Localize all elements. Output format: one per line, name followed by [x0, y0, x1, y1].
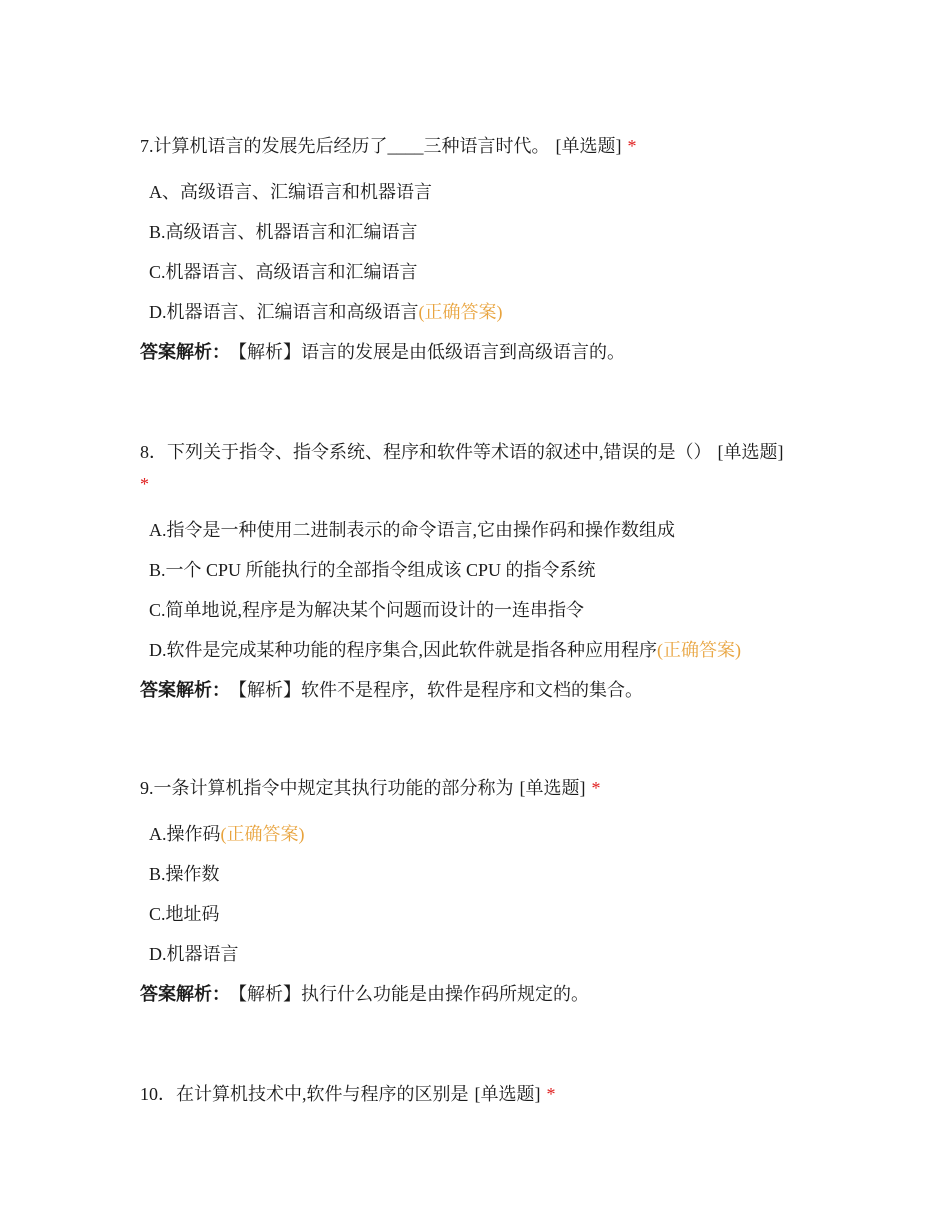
option-b: B.高级语言、机器语言和汇编语言 — [149, 222, 418, 242]
question-text: 8．下列关于指令、指令系统、程序和软件等术语的叙述中,错误的是（） — [140, 442, 712, 462]
correct-answer-mark: (正确答案) — [657, 640, 741, 660]
option-b: B.一个 CPU 所能执行的全部指令组成该 CPU 的指令系统 — [149, 560, 596, 580]
question-type: [单选题] — [519, 778, 586, 798]
question-title — [140, 436, 820, 500]
analysis-label: 答案解析： — [140, 342, 230, 362]
question-title — [140, 130, 820, 162]
question-8 — [140, 436, 820, 710]
option-a: A.操作码(正确答案) — [149, 824, 305, 844]
answer-analysis — [140, 670, 820, 710]
question-title — [140, 1078, 820, 1110]
question-type: [单选题] — [717, 442, 784, 462]
question-7 — [140, 130, 820, 372]
required-mark: * — [627, 136, 637, 156]
question-title — [140, 772, 820, 804]
question-type: [单选题] — [474, 1084, 541, 1104]
option-c: C.地址码 — [149, 904, 220, 924]
analysis-text: 【解析】软件不是程序，软件是程序和文档的集合。 — [238, 680, 643, 700]
question-10 — [140, 1078, 820, 1110]
option-a: A、高级语言、汇编语言和机器语言 — [149, 182, 432, 202]
option-d: D.软件是完成某种功能的程序集合,因此软件就是指各种应用程序(正确答案) — [149, 640, 741, 660]
correct-answer-mark: (正确答案) — [418, 302, 503, 322]
question-text: 9.一条计算机指令中规定其执行功能的部分称为 — [140, 778, 514, 798]
option-d: D.机器语言 — [149, 944, 239, 964]
required-mark: * — [591, 778, 601, 798]
answer-analysis — [140, 974, 820, 1014]
analysis-text: 【解析】语言的发展是由低级语言到高级语言的。 — [238, 342, 625, 362]
option-c: C.简单地说,程序是为解决某个问题而设计的一连串指令 — [149, 600, 585, 620]
question-type: [单选题] — [555, 136, 622, 156]
answer-analysis — [140, 332, 820, 372]
analysis-text: 【解析】执行什么功能是由操作码所规定的。 — [238, 984, 589, 1004]
option-a: A.指令是一种使用二进制表示的命令语言,它由操作码和操作数组成 — [149, 520, 675, 540]
option-b: B.操作数 — [149, 864, 220, 884]
analysis-label: 答案解析： — [140, 680, 230, 700]
question-9 — [140, 772, 820, 1014]
correct-answer-mark: (正确答案) — [220, 824, 305, 844]
analysis-label: 答案解析： — [140, 984, 230, 1004]
question-text: 10．在计算机技术中,软件与程序的区别是 — [140, 1084, 469, 1104]
required-mark: * — [546, 1084, 556, 1104]
question-text: 7.计算机语言的发展先后经历了____三种语言时代。 — [140, 136, 550, 156]
option-d: D.机器语言、汇编语言和高级语言(正确答案) — [149, 302, 503, 322]
required-mark: * — [140, 474, 149, 494]
option-c: C.机器语言、高级语言和汇编语言 — [149, 262, 418, 282]
